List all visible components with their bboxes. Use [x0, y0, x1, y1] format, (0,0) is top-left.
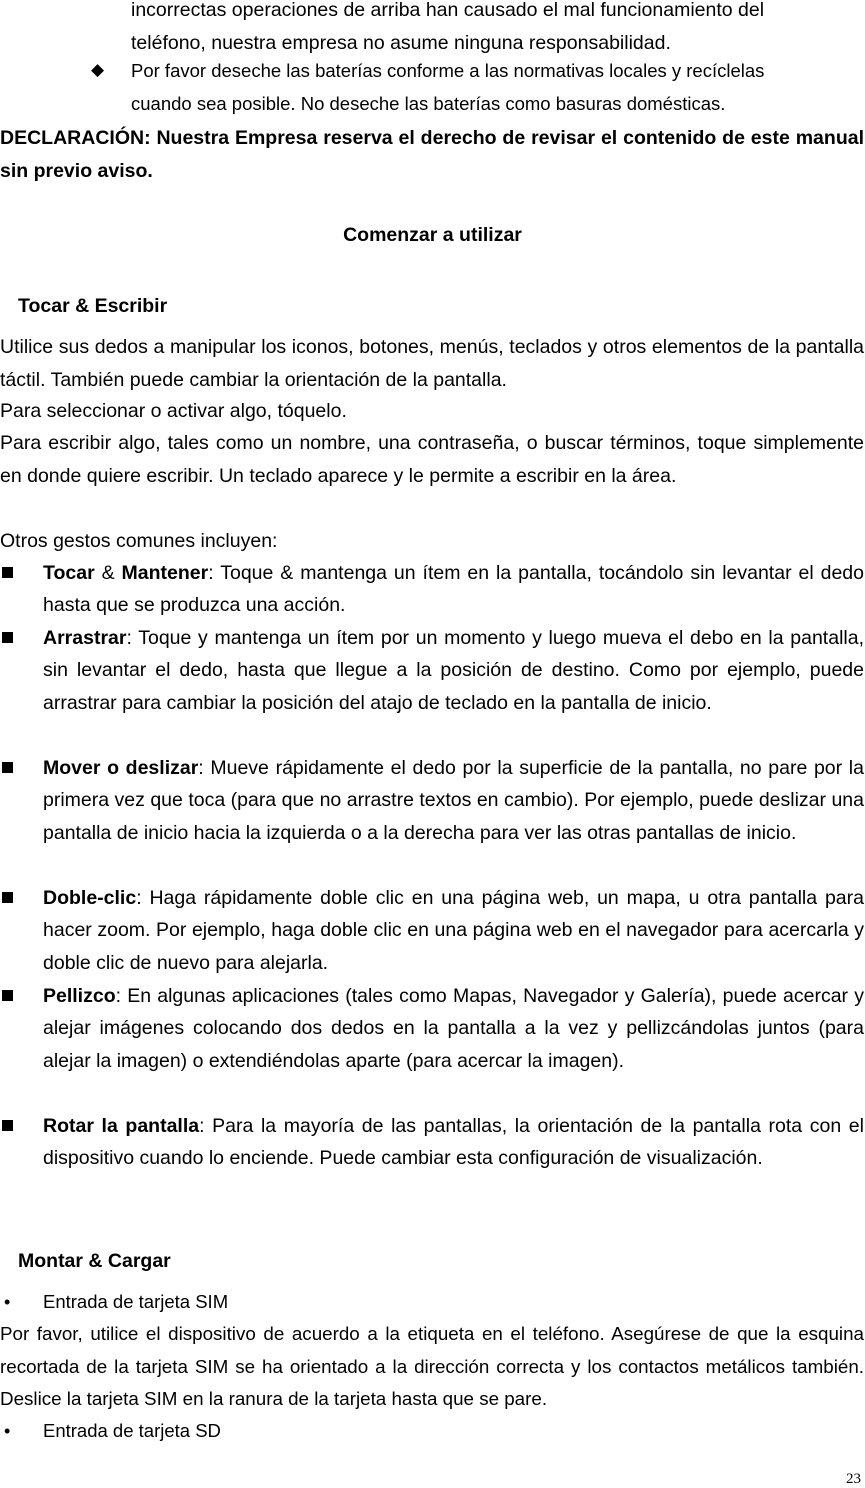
- section-title: Comenzar a utilizar: [343, 224, 522, 246]
- square-bullet-icon: [2, 990, 13, 1001]
- battery-disposal-line-2: cuando sea posible. No deseche las baterías como basuras domésticas.: [131, 92, 726, 114]
- touch-heading: Tocar & Escribir: [18, 295, 168, 317]
- gesture-text: [43, 980, 864, 1077]
- gesture-description: : Haga rápidamente doble clic en una página web, un mapa, u otra pantalla para hacer zoom. Por ejemplo, haga doble clic en una página web en el navegador para acercarla y doble clic de nuevo para alejarla.: [43, 887, 864, 974]
- gesture-term: Pellizco: [43, 985, 116, 1007]
- square-bullet-icon: [2, 762, 13, 773]
- touch-paragraph-1: Utilice sus dedos a manipular los iconos, botones, menús, teclados y otros elementos de la pantalla táctil. También puede cambiar la orientación de la pantalla.: [0, 336, 864, 391]
- square-bullet-icon: [2, 892, 13, 903]
- sd-entry-label: Entrada de tarjeta SD: [43, 1420, 221, 1441]
- sim-entry-label: Entrada de tarjeta SIM: [43, 1291, 229, 1312]
- gesture-description: : Mueve rápidamente el dedo por la superficie de la pantalla, no pare por la primera vez que toca (para que no arrastre textos en cambio). Por ejemplo, puede deslizar una pantalla de inicio hacia la izquierda o a la derecha para ver las otras pantallas de inicio.: [43, 757, 864, 844]
- battery-disposal-line-1: Por favor deseche las baterías conforme a las normativas locales y recíclelas: [131, 60, 765, 81]
- gesture-term: Tocar: [43, 562, 95, 584]
- gesture-description: : Toque y mantenga un ítem por un momento y luego mueva el debo en la pantalla, sin levantar el dedo, hasta que llegue a la posición de destino. Como por ejemplo, puede arrastrar para cambiar la posición del atajo de teclado en la pantalla de inicio.: [43, 627, 864, 714]
- gesture-description: : Para la mayoría de las pantallas, la orientación de la pantalla rota con el dispositivo cuando lo enciende. Puede cambiar esta configuración de visualización.: [43, 1115, 864, 1170]
- battery-disposal-text: [131, 55, 864, 120]
- touch-paragraph-2: Para seleccionar o activar algo, tóquelo.: [0, 400, 347, 422]
- touch-paragraph-4: Otros gestos comunes incluyen:: [0, 530, 278, 552]
- square-bullet-icon: [2, 632, 13, 643]
- gesture-term: Doble-clic: [43, 887, 137, 909]
- gesture-term: Mover o deslizar: [43, 757, 199, 779]
- gesture-term: Rotar la pantalla: [43, 1115, 200, 1137]
- gesture-term-joiner: &: [94, 562, 122, 584]
- touch-paragraph-3: Para escribir algo, tales como un nombre, una contraseña, o buscar términos, toque simplemente en donde quiere escribir. Un teclado aparece y le permite a escribir en la área.: [0, 432, 864, 487]
- gesture-text: [43, 1110, 864, 1175]
- bullet-dot-icon: •: [4, 1292, 11, 1312]
- gesture-text: [43, 557, 864, 622]
- continuation-text: [131, 0, 864, 59]
- gesture-text: [43, 622, 864, 719]
- continuation-line-2: teléfono, nuestra empresa no asume ninguna responsabilidad.: [131, 31, 671, 54]
- continuation-line-1: incorrectas operaciones de arriba han causado el mal funcionamiento del: [131, 0, 765, 21]
- square-bullet-icon: [2, 1120, 13, 1131]
- diamond-bullet-icon: ◆: [91, 60, 105, 79]
- gesture-term: Arrastrar: [43, 627, 127, 649]
- bullet-dot-icon: •: [4, 1421, 11, 1441]
- gesture-description: : En algunas aplicaciones (tales como Mapas, Navegador y Galería), puede acercar y alejar imágenes colocando dos dedos en la pantalla a la vez y pellizcándolas juntos (para alejar la imagen) o extendiéndolas aparte (para acercar la imagen).: [43, 985, 864, 1072]
- gesture-term: Mantener: [121, 562, 209, 584]
- gesture-text: [43, 752, 864, 849]
- declaration: DECLARACIÓN: Nuestra Empresa reserva el derecho de revisar el contenido de este manual sin previo aviso.: [0, 127, 864, 182]
- mount-heading: Montar & Cargar: [18, 1250, 171, 1272]
- sim-paragraph: Por favor, utilice el dispositivo de acuerdo a la etiqueta en el teléfono. Asegúrese de que la esquina recortada de la tarjeta SIM se ha orientado a la dirección correcta y los contactos metálicos también. Deslice la tarjeta SIM en la ranura de la tarjeta hasta que se pare.: [0, 1323, 864, 1409]
- gesture-description: : Toque & mantenga un ítem en la pantalla, tocándolo sin levantar el dedo hasta que se produzca una acción.: [43, 562, 865, 617]
- square-bullet-icon: [2, 567, 13, 578]
- page-number: 23: [846, 1471, 861, 1487]
- gesture-text: [43, 882, 864, 979]
